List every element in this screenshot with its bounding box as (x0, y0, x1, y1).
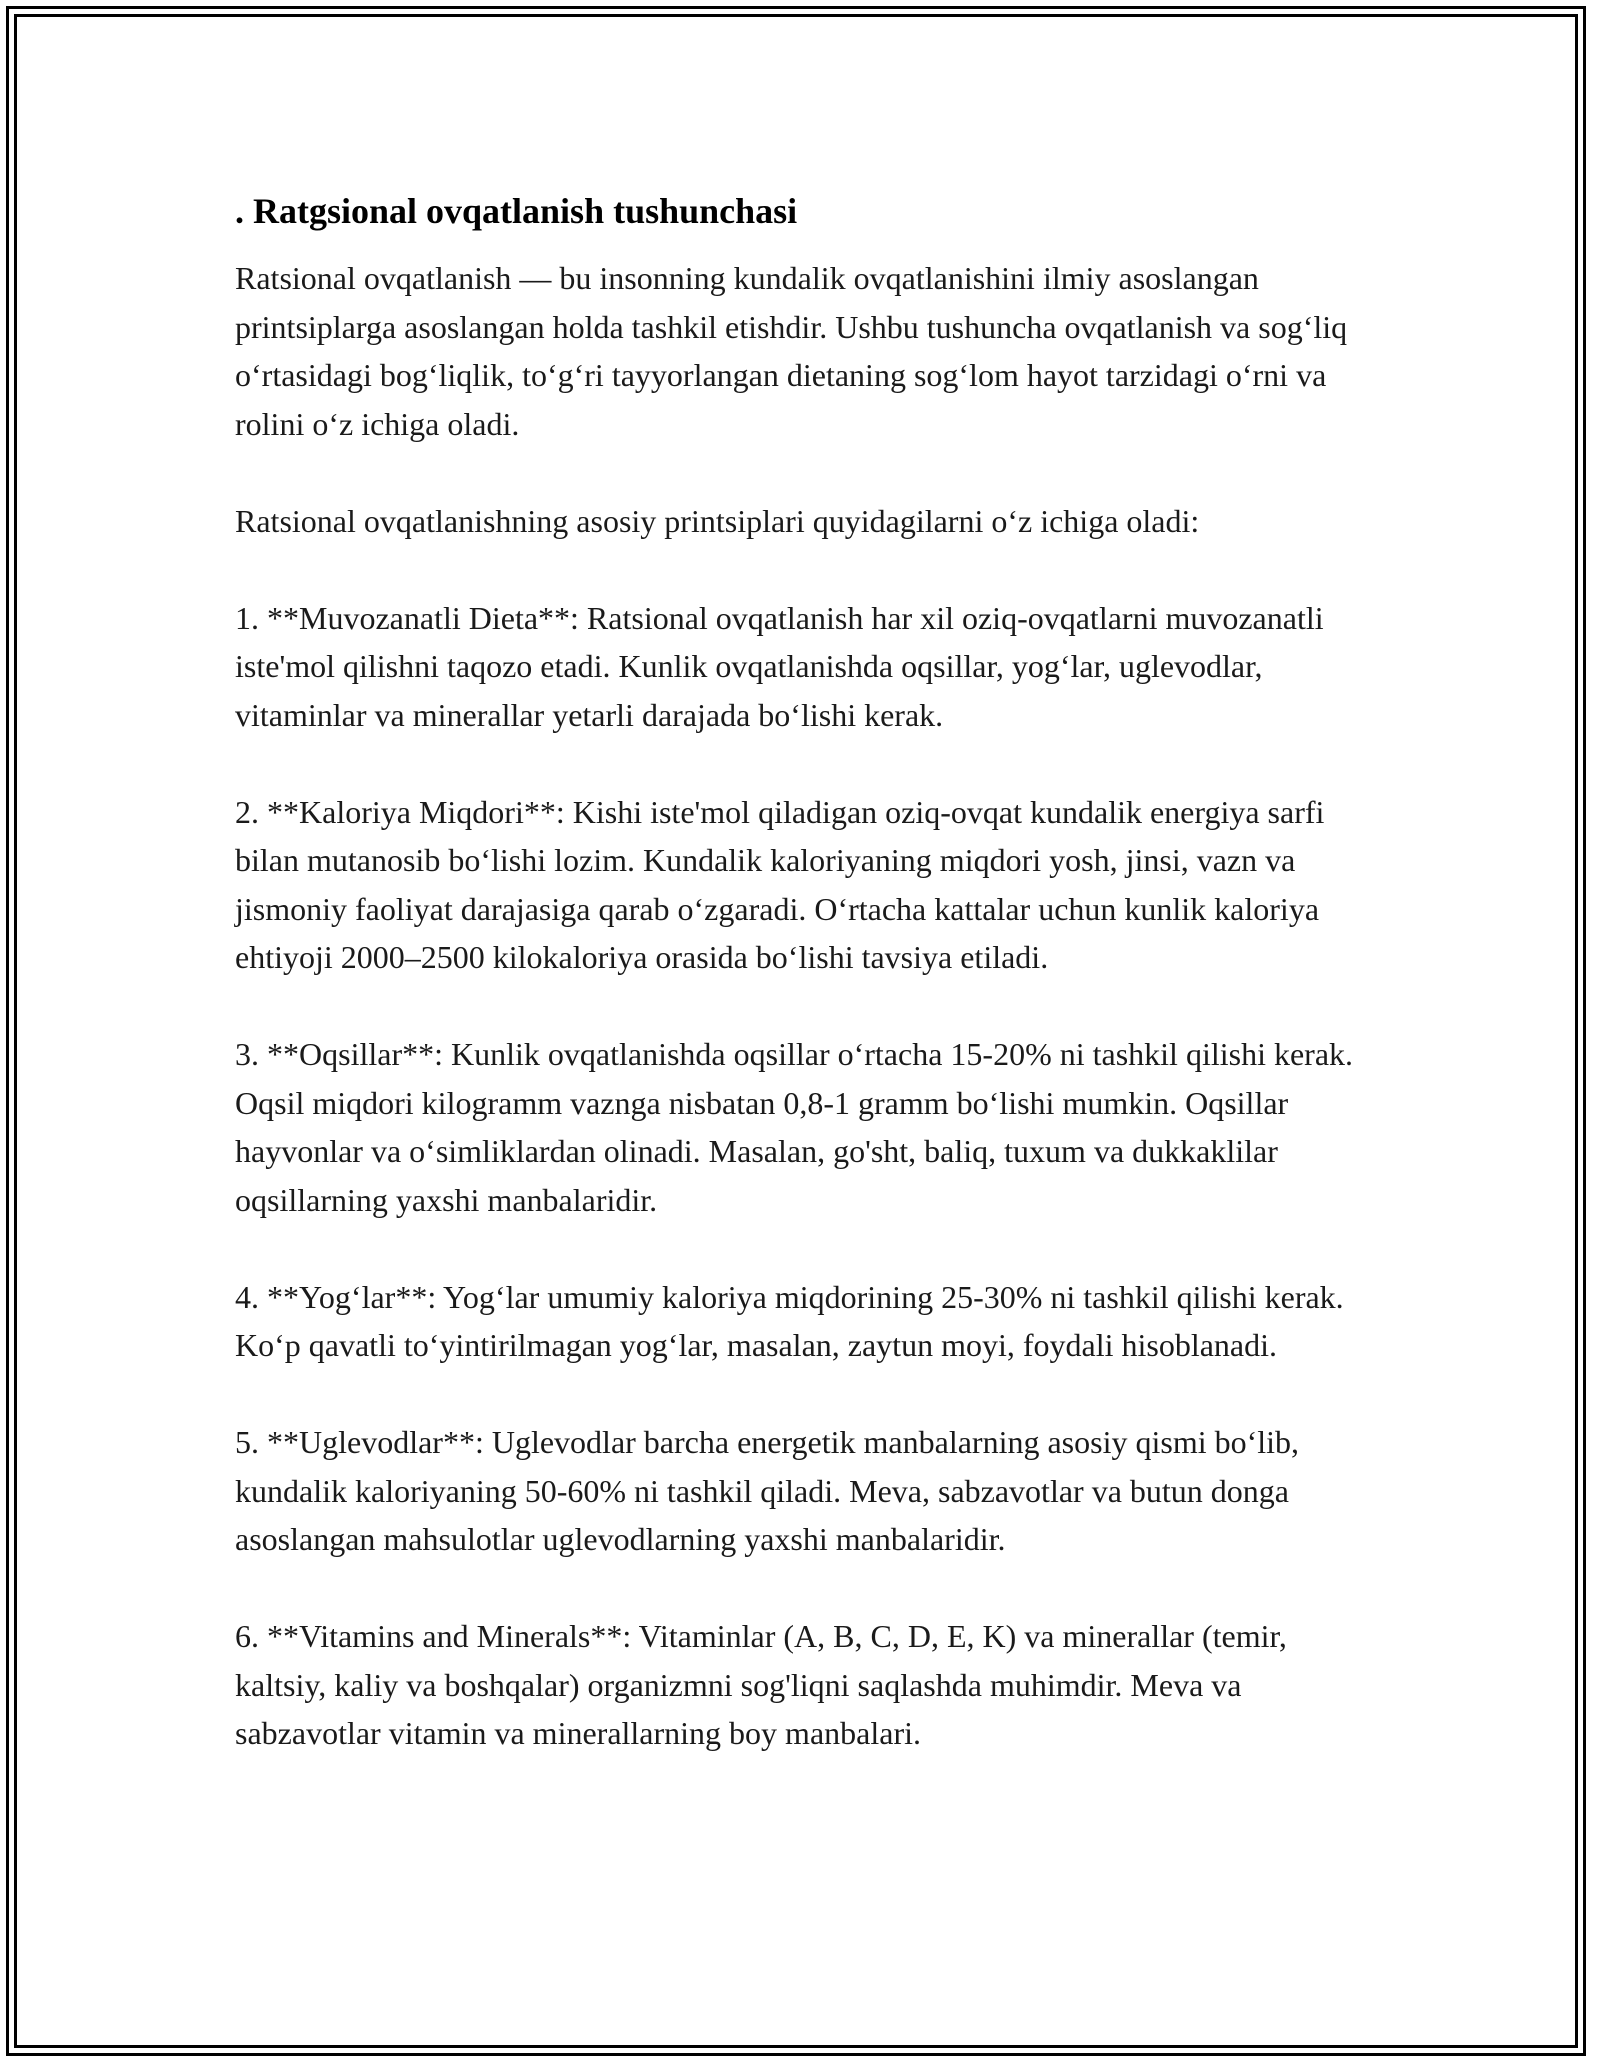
intro-paragraph: Ratsional ovqatlanish — bu insonning kundalik ovqatlanishini ilmiy asoslangan printsiplarga asoslangan holda tashkil etishdir. Ushbu tushuncha ovqatlanish va sog‘liq o‘rtasidagi bog‘liqlik, to‘g‘ri tayyorlangan dietaning sog‘lom hayot tarzidagi o‘rni va rolini o‘z ichiga oladi. (235, 260, 1348, 442)
principle-item: 5. **Uglevodlar**: Uglevodlar barcha energetik manbalarning asosiy qismi bo‘lib, kundalik kaloriyaning 50-60% ni tashkil qiladi. Meva, sabzavotlar va butun donga asoslangan mahsulotlar uglevodlarning yaxshi manbalaridir. (235, 1424, 1300, 1557)
document-title: . Ratgsional ovqatlanish tushunchasi (235, 191, 798, 231)
principle-item: 4. **Yog‘lar**: Yog‘lar umumiy kaloriya miqdorining 25-30% ni tashkil qilishi kerak. Ko‘p qavatli to‘yintirilmagan yog‘lar, masalan, zaytun moyi, foydali hisoblanadi. (235, 1278, 1344, 1363)
principle-item: 2. **Kaloriya Miqdori**: Kishi iste'mol qiladigan oziq-ovqat kundalik energiya sarfi bilan mutanosib bo‘lishi lozim. Kundalik kaloriyaning miqdori yosh, jinsi, vazn va jismoniy faoliyat darajasiga qarab o‘zgaradi. O‘rtacha kattalar uchun kunlik kaloriya ehtiyoji 2000–2500 kilokaloriya orasida bo‘lishi tavsiya etiladi. (235, 793, 1325, 975)
document-body (235, 188, 1385, 1806)
principle-item: 3. **Oqsillar**: Kunlik ovqatlanishda oqsillar o‘rtacha 15-20% ni tashkil qilishi kerak. Oqsil miqdori kilogramm vaznga nisbatan 0,8-1 gramm bo‘lishi mumkin. Oqsillar hayvonlar va o‘simliklardan olinadi. Masalan, go'sht, baliq, tuxum va dukkaklilar oqsillarning yaxshi manbalaridir. (235, 1036, 1354, 1218)
principle-item: 6. **Vitamins and Minerals**: Vitaminlar (A, B, C, D, E, K) va minerallar (temir, kaltsiy, kaliy va boshqalar) organizmni sog'liqni saqlashda muhimdir. Meva va sabzavotlar vitamin va minerallarning boy manbalari. (235, 1618, 1287, 1751)
principles-lead: Ratsional ovqatlanishning asosiy printsiplari quyidagilarni o‘z ichiga oladi: (235, 502, 1200, 539)
principle-item: 1. **Muvozanatli Dieta**: Ratsional ovqatlanish har xil oziq-ovqatlarni muvozanatli iste'mol qilishni taqozo etadi. Kunlik ovqatlanishda oqsillar, yog‘lar, uglevodlar, vitaminlar va minerallar yetarli darajada bo‘lishi kerak. (235, 599, 1324, 733)
